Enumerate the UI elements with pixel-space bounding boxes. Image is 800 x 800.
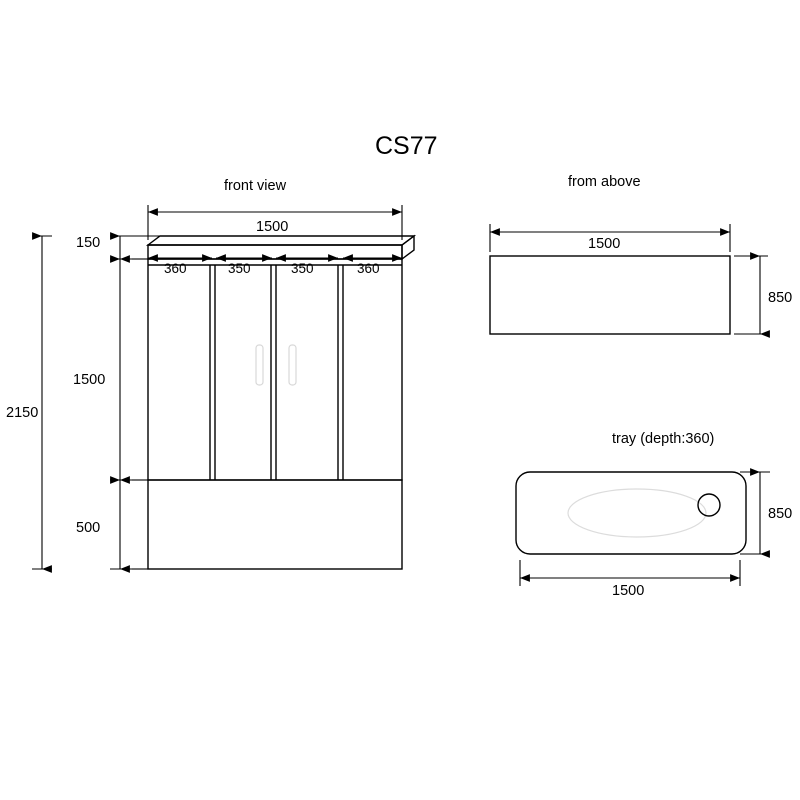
above-view-dimension-lines — [490, 224, 768, 334]
front-base-height-label: 500 — [76, 520, 101, 536]
front-panel-right-width-label: 360 — [357, 261, 380, 276]
above-width-label: 1500 — [588, 236, 621, 252]
front-door-left-width-label: 350 — [228, 261, 251, 276]
above-view-geometry — [490, 256, 730, 334]
tray-drain-icon — [698, 494, 720, 516]
above-view-title: from above — [568, 174, 641, 190]
front-panel-left-width-label: 360 — [164, 261, 187, 276]
above-depth-label: 850 — [768, 290, 793, 306]
tray-depth-label: 850 — [768, 506, 793, 522]
tray-width-label: 1500 — [612, 583, 645, 599]
tray-view-geometry — [516, 472, 746, 554]
tray-basin-outline — [568, 489, 706, 537]
front-view-geometry — [148, 236, 414, 569]
front-overall-width-label: 1500 — [256, 219, 289, 235]
front-roof-height-label: 150 — [76, 235, 101, 251]
front-door-right-width-label: 350 — [291, 261, 314, 276]
page-title: CS77 — [375, 132, 438, 160]
front-overall-height-label: 2150 — [6, 405, 39, 421]
front-view-title: front view — [224, 178, 287, 194]
front-cabin-height-label: 1500 — [73, 372, 106, 388]
tray-view-title: tray (depth:360) — [612, 431, 715, 447]
